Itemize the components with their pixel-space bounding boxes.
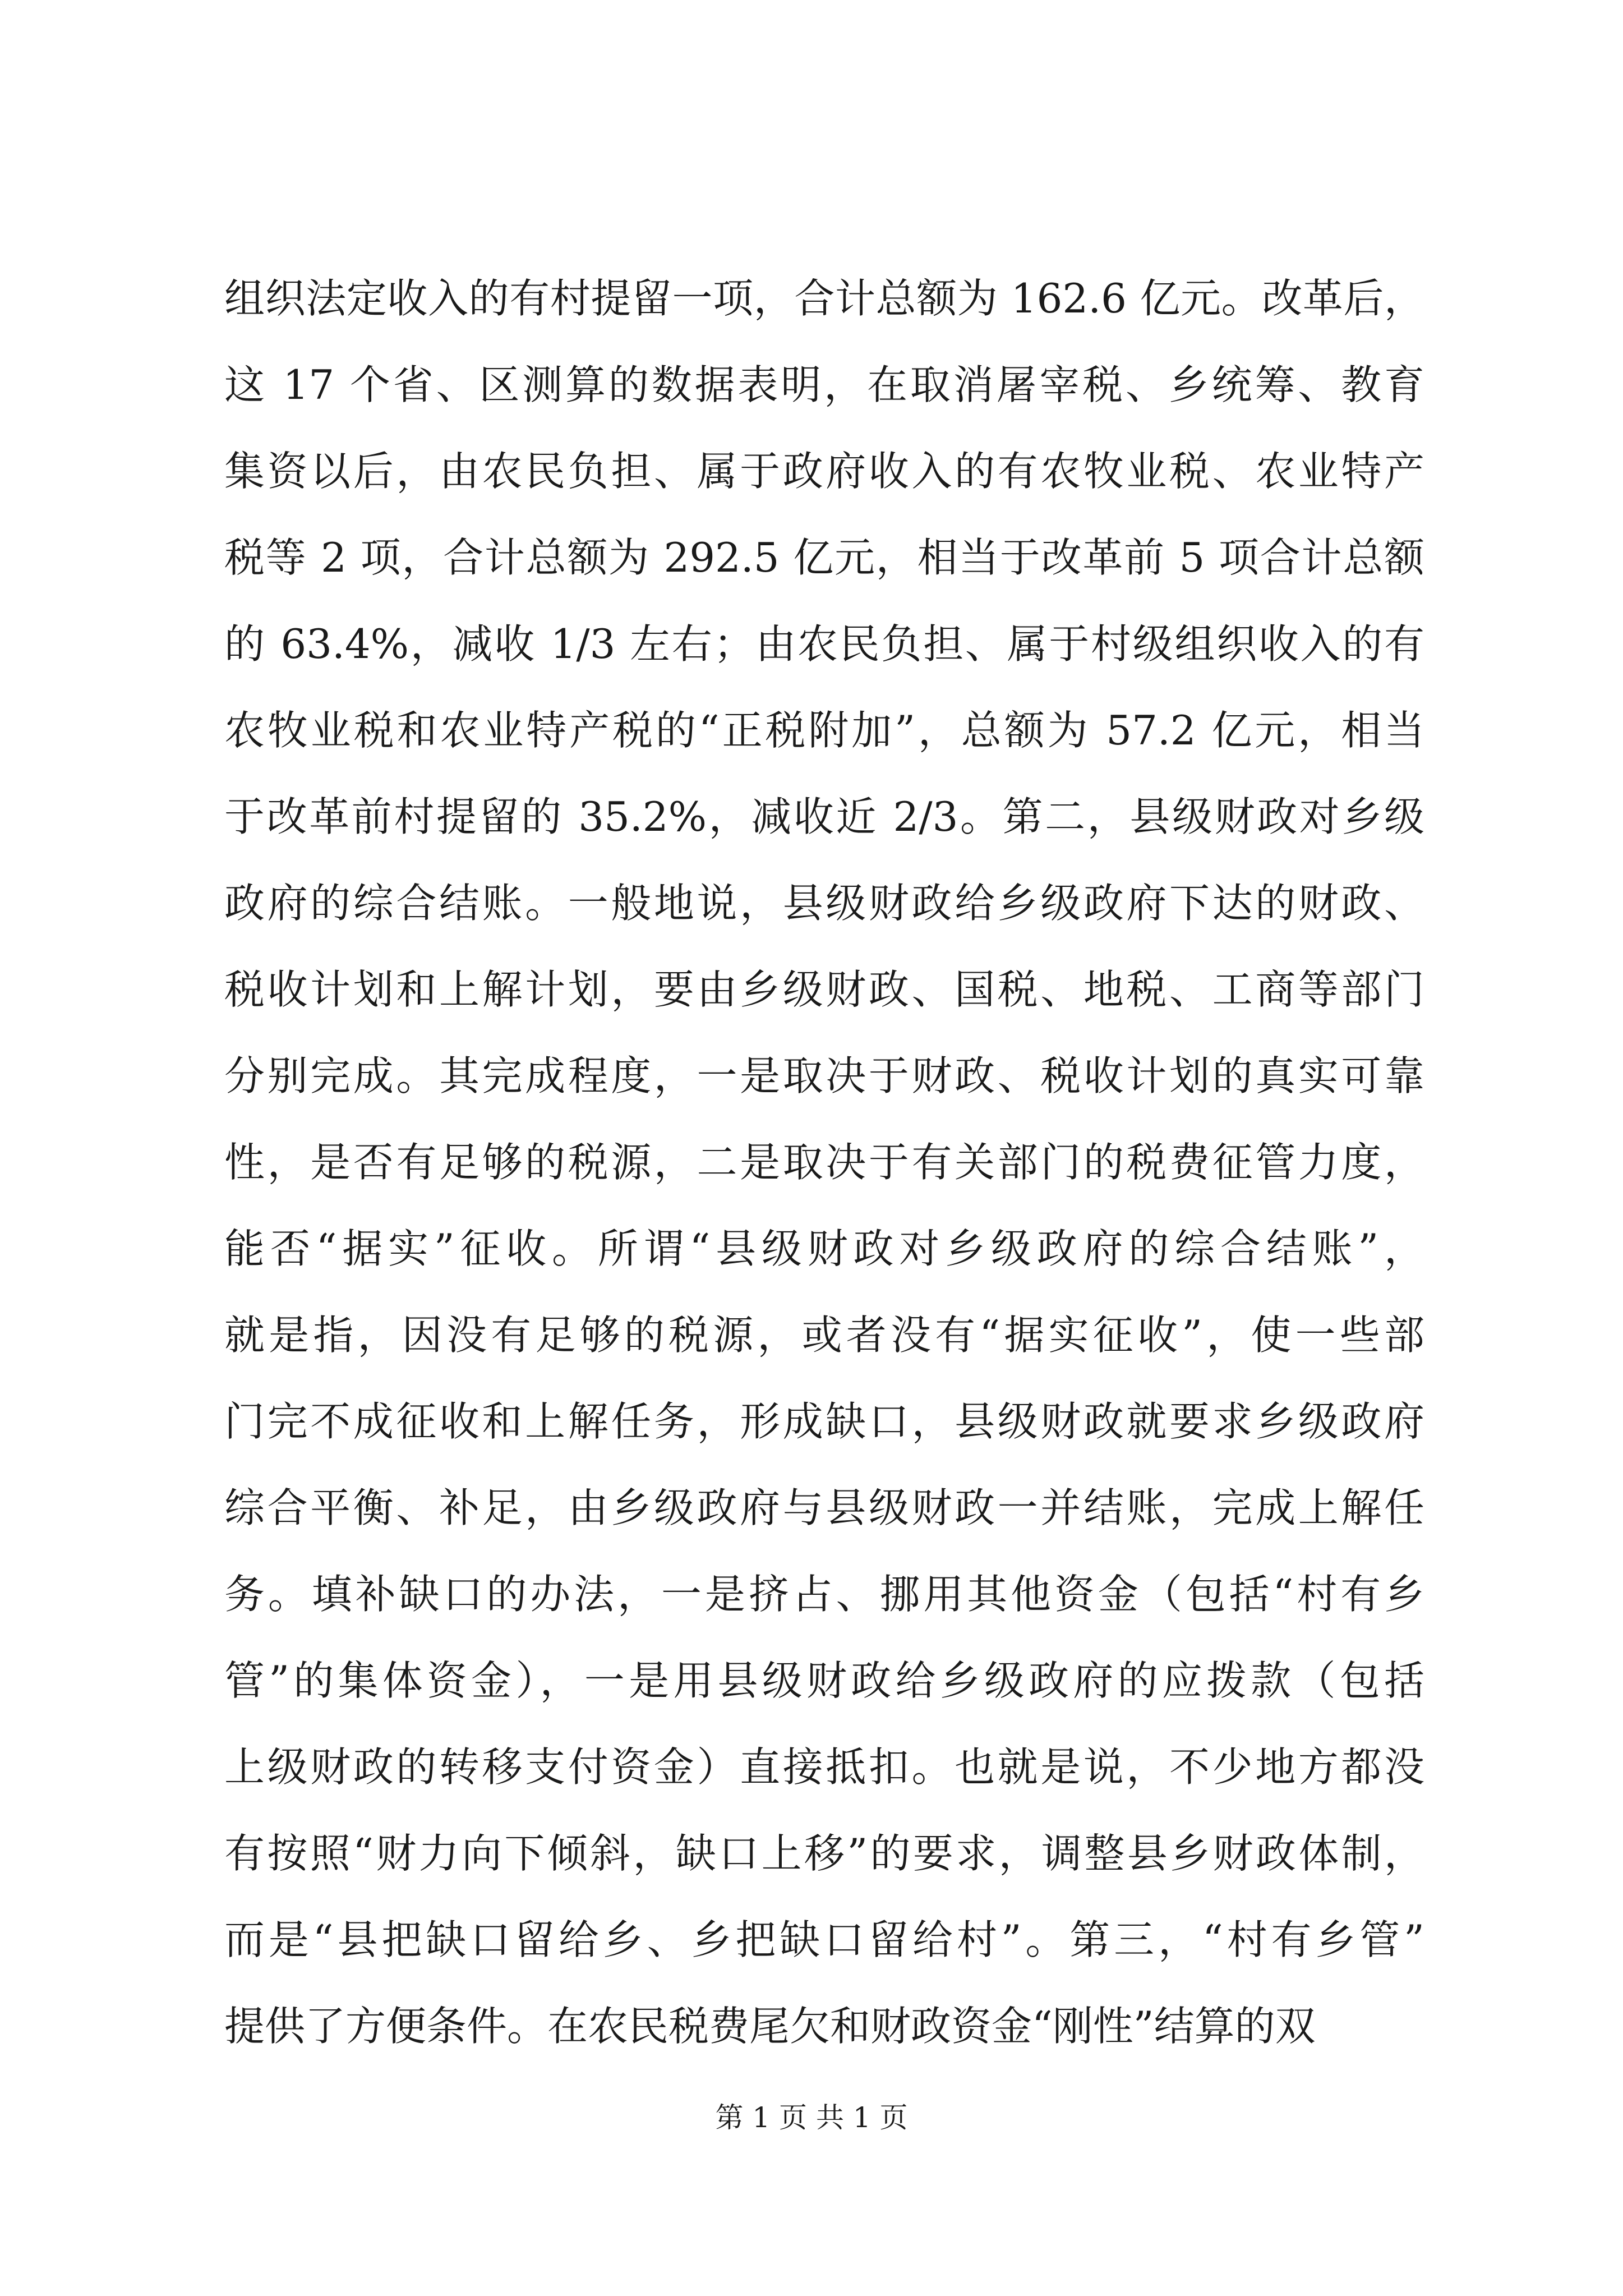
text-line: 这 17 个省、区测算的数据表明，在取消屠宰税、乡统筹、教育 — [224, 361, 1424, 408]
text-line: 税等 2 项，合计总额为 292.5 亿元，相当于改革前 5 项合计总额 — [224, 534, 1424, 581]
text-line: 税收计划和上解计划，要由乡级财政、国税、地税、工商等部门 — [224, 966, 1424, 1013]
body-text — [224, 255, 1424, 2069]
text-line: 政府的综合结账。一般地说，县级财政给乡级政府下达的财政、 — [224, 880, 1424, 927]
text-line: 农牧业税和农业特产税的“正税附加”，总额为 57.2 亿元，相当 — [224, 707, 1424, 754]
text-line: 提供了方便条件。在农民税费尾欠和财政资金“刚性”结算的双 — [224, 2003, 1316, 2050]
text-line: 上级财政的转移支付资金）直接抵扣。也就是说，不少地方都没 — [224, 1743, 1424, 1791]
text-line: 而是“县把缺口留给乡、乡把缺口留给村”。第三，“村有乡管” — [224, 1916, 1424, 1963]
text-line: 管”的集体资金），一是用县级财政给乡级政府的应拨款（包括 — [224, 1657, 1424, 1704]
text-line: 务。填补缺口的办法，一是挤占、挪用其他资金（包括“村有乡 — [224, 1571, 1424, 1618]
text-line: 综合平衡、补足，由乡级政府与县级财政一并结账，完成上解任 — [224, 1484, 1424, 1531]
text-line: 能否“据实”征收。所谓“县级财政对乡级政府的综合结账”， — [224, 1225, 1424, 1272]
text-line: 就是指，因没有足够的税源，或者没有“据实征收”，使一些部 — [224, 1312, 1424, 1359]
text-line: 集资以后，由农民负担、属于政府收入的有农牧业税、农业特产 — [224, 448, 1424, 495]
text-line: 门完不成征收和上解任务，形成缺口，县级财政就要求乡级政府 — [224, 1398, 1424, 1445]
text-line: 组织法定收入的有村提留一项，合计总额为 162.6 亿元。改革后， — [224, 275, 1424, 322]
text-line: 的 63.4%，减收 1/3 左右；由农民负担、属于村级组织收入的有 — [224, 620, 1424, 668]
text-line: 分别完成。其完成程度，一是取决于财政、税收计划的真实可靠 — [224, 1052, 1424, 1099]
text-line: 于改革前村提留的 35.2%，减收近 2/3。第二，县级财政对乡级 — [224, 793, 1424, 840]
page-footer: 第 1 页 共 1 页 — [715, 2101, 908, 2134]
text-line: 性，是否有足够的税源，二是取决于有关部门的税费征管力度， — [224, 1139, 1424, 1186]
text-line: 有按照“财力向下倾斜，缺口上移”的要求，调整县乡财政体制， — [224, 1830, 1424, 1877]
